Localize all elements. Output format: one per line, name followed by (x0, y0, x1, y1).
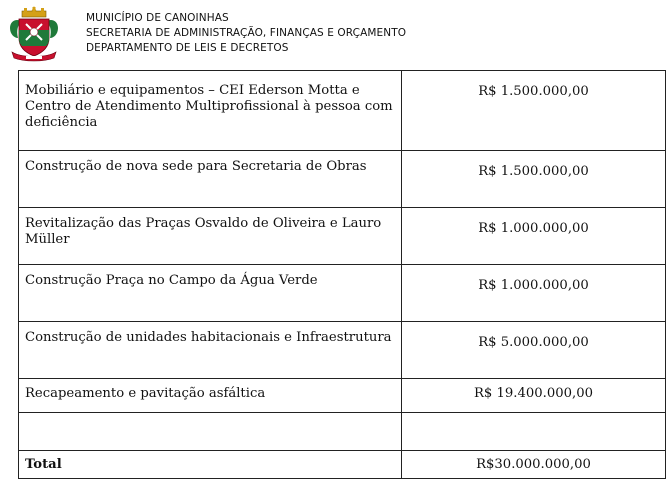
table-row (19, 208, 666, 265)
total-value: R$30.000.000,00 (402, 451, 666, 479)
table-row (19, 322, 666, 379)
item-value (402, 413, 666, 451)
item-description: Recapeamento e pavitação asfáltica (19, 379, 402, 413)
item-value: R$ 1.000.000,00 (402, 265, 666, 322)
table-row (19, 151, 666, 208)
total-row (19, 451, 666, 479)
item-value: R$ 1.500.000,00 (402, 71, 666, 151)
budget-table (18, 70, 666, 479)
item-description: Construção de unidades habitacionais e Infraestrutura (19, 322, 402, 379)
municipal-coat-of-arms-icon (4, 2, 64, 64)
item-value: R$ 1.500.000,00 (402, 151, 666, 208)
empty-table-row (19, 413, 666, 451)
item-value: R$ 19.400.000,00 (402, 379, 666, 413)
item-description: Construção de nova sede para Secretaria de Obras (19, 151, 402, 208)
item-description: Revitalização das Praças Osvaldo de Oliveira e Lauro Müller (19, 208, 402, 265)
item-description (19, 413, 402, 451)
table-row (19, 71, 666, 151)
table-row (19, 379, 666, 413)
item-value: R$ 1.000.000,00 (402, 208, 666, 265)
department-name: DEPARTAMENTO DE LEIS E DECRETOS (86, 42, 289, 54)
item-description: Mobiliário e equipamentos – CEI Ederson Motta e Centro de Atendimento Multiprofissional à pessoa com deficiência (19, 71, 402, 151)
secretariat-name: SECRETARIA DE ADMINISTRAÇÃO, FINANÇAS E ORÇAMENTO (86, 27, 407, 39)
item-value: R$ 5.000.000,00 (402, 322, 666, 379)
table-row (19, 265, 666, 322)
header-text (86, 11, 406, 56)
municipality-name: MUNICÍPIO DE CANOINHAS (86, 12, 229, 24)
item-description: Construção Praça no Campo da Água Verde (19, 265, 402, 322)
document-header (4, 2, 664, 64)
total-label: Total (19, 451, 402, 479)
